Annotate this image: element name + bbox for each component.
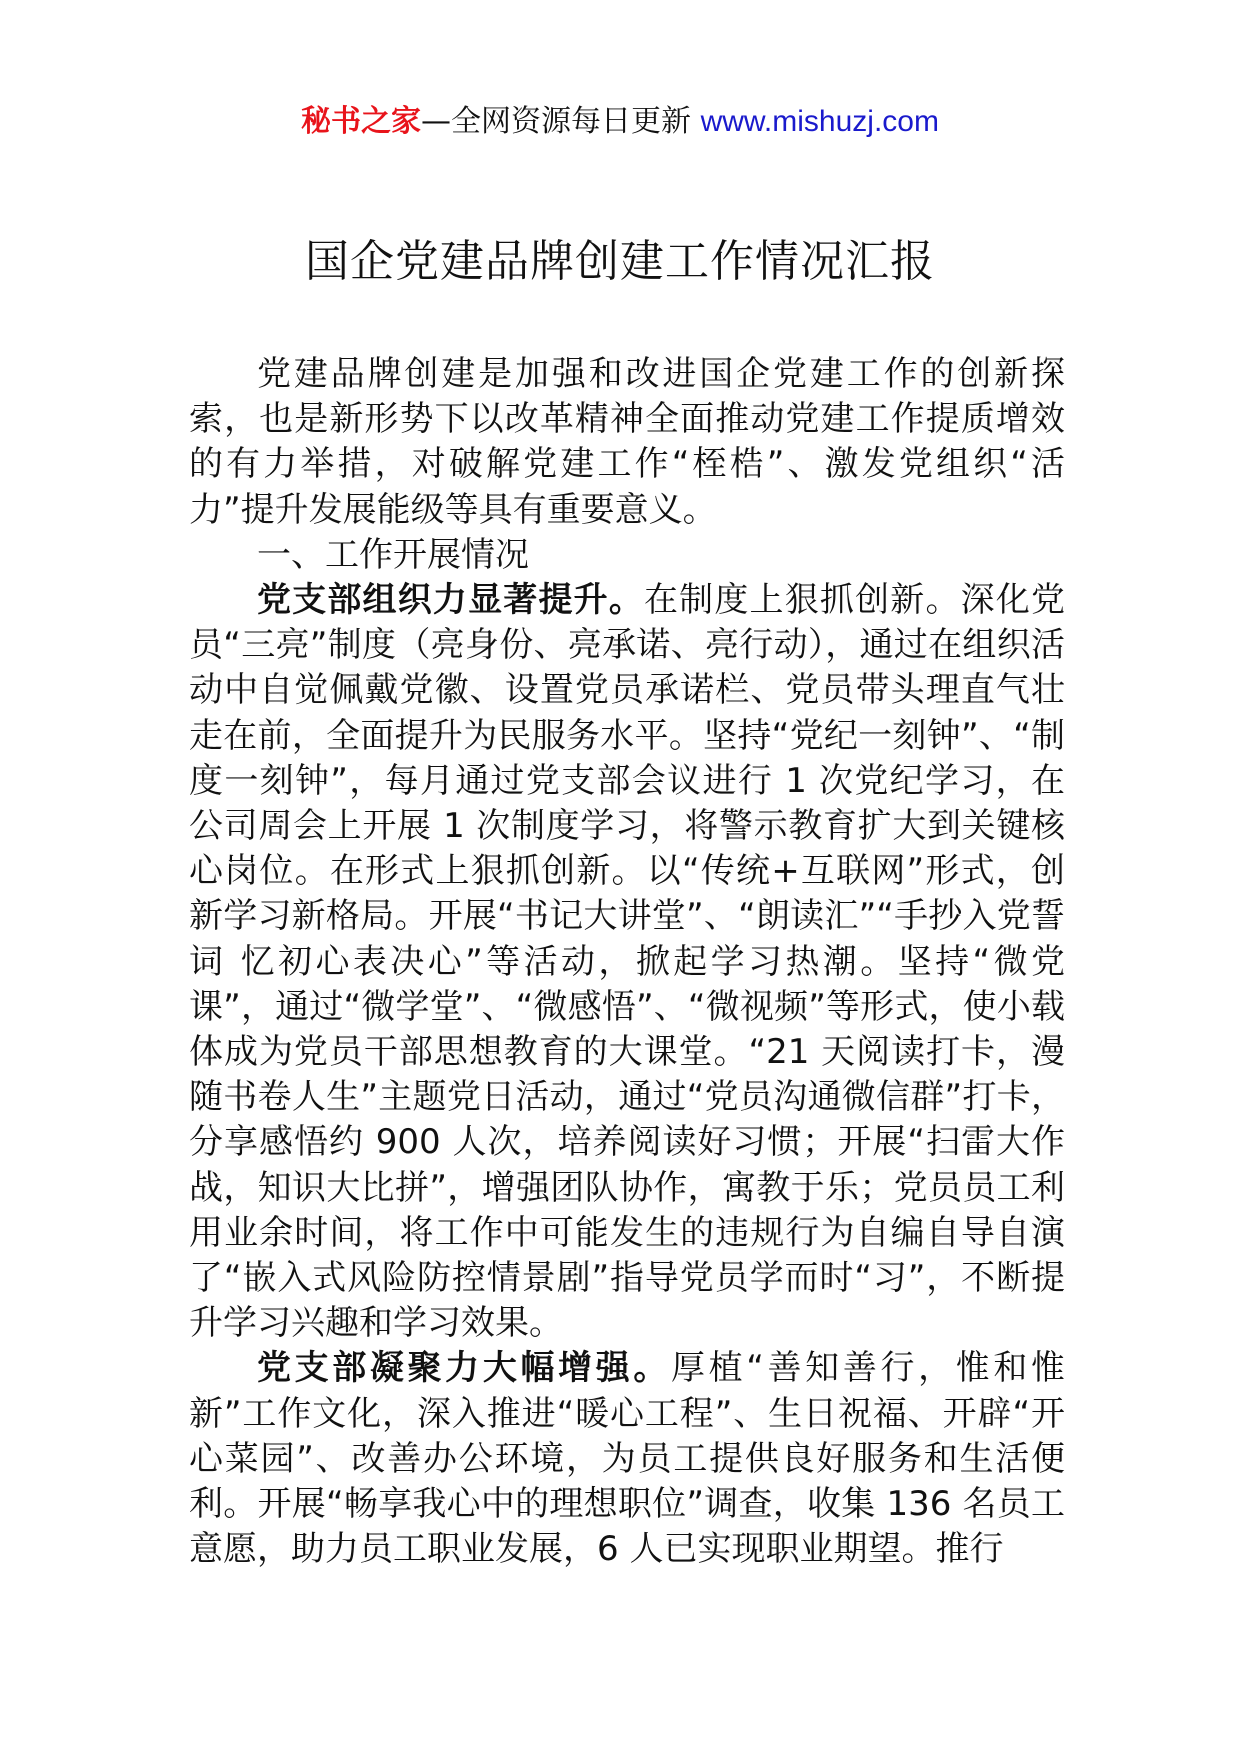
- header-slogan: —全网资源每日更新: [421, 104, 701, 139]
- site-header: [0, 100, 1240, 144]
- intro-paragraph: 党建品牌创建是加强和改进国企党建工作的创新探索，也是新形势下以改革精神全面推动党建工作提质增效的有力举措，对破解党建工作“桎梏”、激发党组织“活力”提升发展能级等具有重要意义。: [189, 354, 1065, 530]
- site-url-link[interactable]: www.mishuzj.com: [700, 105, 939, 138]
- document-title: 国企党建品牌创建工作情况汇报: [305, 236, 935, 287]
- paragraph-cohesion: [189, 1346, 1065, 1572]
- paragraph-lead: 党支部组织力显著提升。: [257, 580, 644, 621]
- brand-name: 秘书之家: [301, 104, 422, 139]
- document-body: [189, 352, 1065, 1572]
- paragraph-text: 在制度上狠抓创新。深化党员“三亮”制度（亮身份、亮承诺、亮行动），通过在组织活动中自觉佩戴党徽、设置党员承诺栏、党员带头理直气壮走在前，全面提升为民服务水平。坚持“党纪一刻钟”、“制度一刻钟”，每月通过党支部会议进行 1 次党纪学习，在公司周会上开展 1 次制度学习，将警示教育扩大到关键核心岗位。在形式上狠抓创新。以“传统+互联网”形式，创新学习新格局。开展“书记大讲堂”、“朗读汇”“手抄入党誓词 忆初心表决心”等活动，掀起学习热潮。坚持“微党课”，通过“微学堂”、“微感悟”、“微视频”等形式，使小载体成为党员干部思想教育的大课堂。“21 天阅读打卡，漫随书卷人生”主题党日活动，通过“党员沟通微信群”打卡，分享感悟约 900 人次，培养阅读好习惯；开展“扫雷大作战，知识大比拼”，增强团队协作，寓教于乐；党员员工利用业余时间，将工作中可能发生的违规行为自编自导自演了“嵌入式风险防控情景剧”指导党员学而时“习”，不断提升学习兴趣和学习效果。: [189, 580, 1065, 1344]
- paragraph-text: 厚植“善知善行，惟和惟新”工作文化，深入推进“暖心工程”、生日祝福、开辟“开心菜园”、改善办公环境，为员工提供良好服务和生活便利。开展“畅享我心中的理想职位”调查，收集 136 名员工意愿，助力员工职业发展，6 人已实现职业期望。推行: [189, 1348, 1065, 1570]
- section-heading: 一、工作开展情况: [257, 534, 529, 575]
- paragraph-organization: [189, 578, 1065, 1346]
- paragraph-lead: 党支部凝聚力大幅增强。: [257, 1348, 672, 1389]
